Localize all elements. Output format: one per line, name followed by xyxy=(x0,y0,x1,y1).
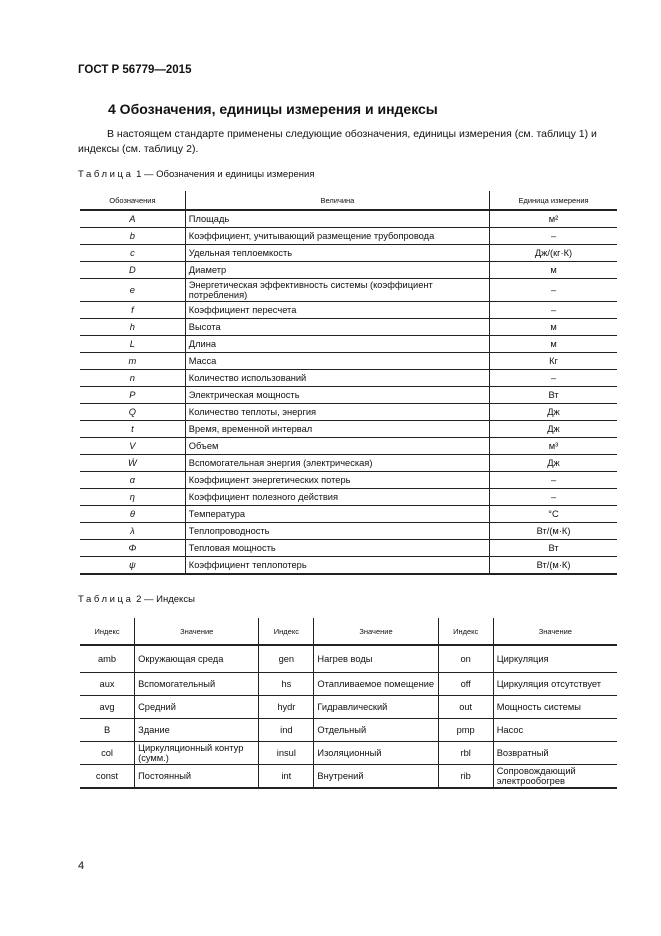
index-cell: avg xyxy=(80,696,135,719)
symbol-cell: f xyxy=(80,302,185,319)
quantity-cell: Коэффициент полезного действия xyxy=(185,489,489,506)
table-header-row xyxy=(80,191,617,210)
quantity-cell: Коэффициент энергетических потерь xyxy=(185,472,489,489)
unit-cell: Кг xyxy=(490,353,617,370)
table-row xyxy=(80,765,617,789)
quantity-cell: Масса xyxy=(185,353,489,370)
table2-caption-text: 2 — Индексы xyxy=(133,594,195,605)
table1-caption xyxy=(78,169,314,180)
meaning-cell: Циркуляционный контур (сумм.) xyxy=(135,742,259,765)
table-row xyxy=(80,210,617,228)
unit-cell: Дж xyxy=(490,455,617,472)
index-cell: hydr xyxy=(259,696,314,719)
meaning-cell: Здание xyxy=(135,719,259,742)
quantity-cell: Коэффициент теплопотерь xyxy=(185,557,489,575)
unit-cell: °C xyxy=(490,506,617,523)
meaning-cell: Гидравлический xyxy=(314,696,438,719)
column-header-meaning: Значение xyxy=(135,618,259,645)
quantity-cell: Тепловая мощность xyxy=(185,540,489,557)
table-row xyxy=(80,506,617,523)
index-cell: col xyxy=(80,742,135,765)
meaning-cell: Вспомогательный xyxy=(135,673,259,696)
table-row xyxy=(80,438,617,455)
unit-cell: Вт xyxy=(490,387,617,404)
symbol-cell: b xyxy=(80,228,185,245)
symbol-cell: c xyxy=(80,245,185,262)
symbol-cell: Φ xyxy=(80,540,185,557)
table1-caption-prefix: Таблица xyxy=(78,169,134,180)
index-cell: rbl xyxy=(438,742,493,765)
symbol-cell: Ẇ xyxy=(80,455,185,472)
index-cell: off xyxy=(438,673,493,696)
quantity-cell: Коэффициент, учитывающий размещение трубопровода xyxy=(185,228,489,245)
table2-caption-prefix: Таблица xyxy=(78,594,134,605)
symbol-cell: α xyxy=(80,472,185,489)
unit-cell: м xyxy=(490,319,617,336)
indices-table xyxy=(80,618,617,789)
index-cell: int xyxy=(259,765,314,789)
meaning-cell: Средний xyxy=(135,696,259,719)
meaning-cell: Циркуляция xyxy=(493,645,617,673)
index-cell: amb xyxy=(80,645,135,673)
meaning-cell: Мощность системы xyxy=(493,696,617,719)
meaning-cell: Изоляционный xyxy=(314,742,438,765)
quantity-cell: Энергетическая эффективность системы (коэффициент потребления) xyxy=(185,279,489,302)
symbol-cell: t xyxy=(80,421,185,438)
unit-cell: Вт/(м·К) xyxy=(490,523,617,540)
table-row xyxy=(80,742,617,765)
symbol-cell: P xyxy=(80,387,185,404)
symbol-cell: e xyxy=(80,279,185,302)
symbol-cell: A xyxy=(80,210,185,228)
quantity-cell: Теплопроводность xyxy=(185,523,489,540)
index-cell: aux xyxy=(80,673,135,696)
meaning-cell: Возвратный xyxy=(493,742,617,765)
unit-cell: м xyxy=(490,336,617,353)
symbol-cell: λ xyxy=(80,523,185,540)
unit-cell: Вт xyxy=(490,540,617,557)
symbol-cell: L xyxy=(80,336,185,353)
quantity-cell: Длина xyxy=(185,336,489,353)
symbol-cell: ψ xyxy=(80,557,185,575)
unit-cell: м³ xyxy=(490,438,617,455)
unit-cell: – xyxy=(490,302,617,319)
symbol-cell: n xyxy=(80,370,185,387)
column-header-meaning: Значение xyxy=(314,618,438,645)
table-row xyxy=(80,455,617,472)
meaning-cell: Отапливаемое помещение xyxy=(314,673,438,696)
unit-cell: Дж/(кг·К) xyxy=(490,245,617,262)
column-header-index: Индекс xyxy=(438,618,493,645)
column-header-unit: Единица измерения xyxy=(490,191,617,210)
quantity-cell: Высота xyxy=(185,319,489,336)
column-header-meaning: Значение xyxy=(493,618,617,645)
column-header-quantity: Величина xyxy=(185,191,489,210)
unit-cell: м xyxy=(490,262,617,279)
symbol-cell: Q xyxy=(80,404,185,421)
table-row xyxy=(80,472,617,489)
meaning-cell: Циркуляция отсутствует xyxy=(493,673,617,696)
table-row xyxy=(80,279,617,302)
table-row xyxy=(80,421,617,438)
symbols-table xyxy=(80,191,617,575)
table1-caption-text: 1 — Обозначения и единицы измерения xyxy=(133,169,315,180)
table-row xyxy=(80,645,617,673)
meaning-cell: Постоянный xyxy=(135,765,259,789)
column-header-index: Индекс xyxy=(259,618,314,645)
symbol-cell: V xyxy=(80,438,185,455)
quantity-cell: Объем xyxy=(185,438,489,455)
section-title: 4 Обозначения, единицы измерения и индексы xyxy=(108,101,438,117)
meaning-cell: Сопровождающий электрообогрев xyxy=(493,765,617,789)
meaning-cell: Отдельный xyxy=(314,719,438,742)
index-cell: gen xyxy=(259,645,314,673)
index-cell: pmp xyxy=(438,719,493,742)
table-row xyxy=(80,353,617,370)
table-row xyxy=(80,370,617,387)
table-row xyxy=(80,302,617,319)
table-header-row xyxy=(80,618,617,645)
symbol-cell: m xyxy=(80,353,185,370)
table-row xyxy=(80,336,617,353)
index-cell: out xyxy=(438,696,493,719)
table-row xyxy=(80,557,617,575)
table-row xyxy=(80,540,617,557)
meaning-cell: Нагрев воды xyxy=(314,645,438,673)
meaning-cell: Внутрений xyxy=(314,765,438,789)
table-row xyxy=(80,523,617,540)
symbol-cell: η xyxy=(80,489,185,506)
unit-cell: Дж xyxy=(490,404,617,421)
symbol-cell: D xyxy=(80,262,185,279)
quantity-cell: Время, временной интервал xyxy=(185,421,489,438)
table-row xyxy=(80,489,617,506)
column-header-symbol: Обозначения xyxy=(80,191,185,210)
quantity-cell: Площадь xyxy=(185,210,489,228)
index-cell: rib xyxy=(438,765,493,789)
table-row xyxy=(80,245,617,262)
quantity-cell: Вспомогательная энергия (электрическая) xyxy=(185,455,489,472)
meaning-cell: Окружающая среда xyxy=(135,645,259,673)
symbol-cell: θ xyxy=(80,506,185,523)
meaning-cell: Насос xyxy=(493,719,617,742)
unit-cell: Дж xyxy=(490,421,617,438)
column-header-index: Индекс xyxy=(80,618,135,645)
index-cell: hs xyxy=(259,673,314,696)
quantity-cell: Диаметр xyxy=(185,262,489,279)
table-row xyxy=(80,673,617,696)
intro-paragraph: В настоящем стандарте применены следующие обозначения, единицы измерения (см. таблицу 1) и индексы (см. таблицу 2). xyxy=(78,128,597,155)
table-row xyxy=(80,262,617,279)
unit-cell: – xyxy=(490,279,617,302)
table2-caption xyxy=(78,594,195,605)
quantity-cell: Количество теплоты, энергия xyxy=(185,404,489,421)
index-cell: ind xyxy=(259,719,314,742)
table-row xyxy=(80,404,617,421)
table-row xyxy=(80,719,617,742)
table-row xyxy=(80,228,617,245)
index-cell: B xyxy=(80,719,135,742)
unit-cell: м² xyxy=(490,210,617,228)
document-header: ГОСТ Р 56779—2015 xyxy=(78,64,192,76)
index-cell: const xyxy=(80,765,135,789)
table-row xyxy=(80,696,617,719)
unit-cell: – xyxy=(490,472,617,489)
table-row xyxy=(80,319,617,336)
symbol-cell: h xyxy=(80,319,185,336)
unit-cell: Вт/(м·К) xyxy=(490,557,617,575)
quantity-cell: Температура xyxy=(185,506,489,523)
quantity-cell: Коэффициент пересчета xyxy=(185,302,489,319)
unit-cell: – xyxy=(490,370,617,387)
quantity-cell: Количество использований xyxy=(185,370,489,387)
index-cell: on xyxy=(438,645,493,673)
page-number: 4 xyxy=(78,860,85,872)
quantity-cell: Электрическая мощность xyxy=(185,387,489,404)
unit-cell: – xyxy=(490,228,617,245)
quantity-cell: Удельная теплоемкость xyxy=(185,245,489,262)
unit-cell: – xyxy=(490,489,617,506)
index-cell: insul xyxy=(259,742,314,765)
table-row xyxy=(80,387,617,404)
